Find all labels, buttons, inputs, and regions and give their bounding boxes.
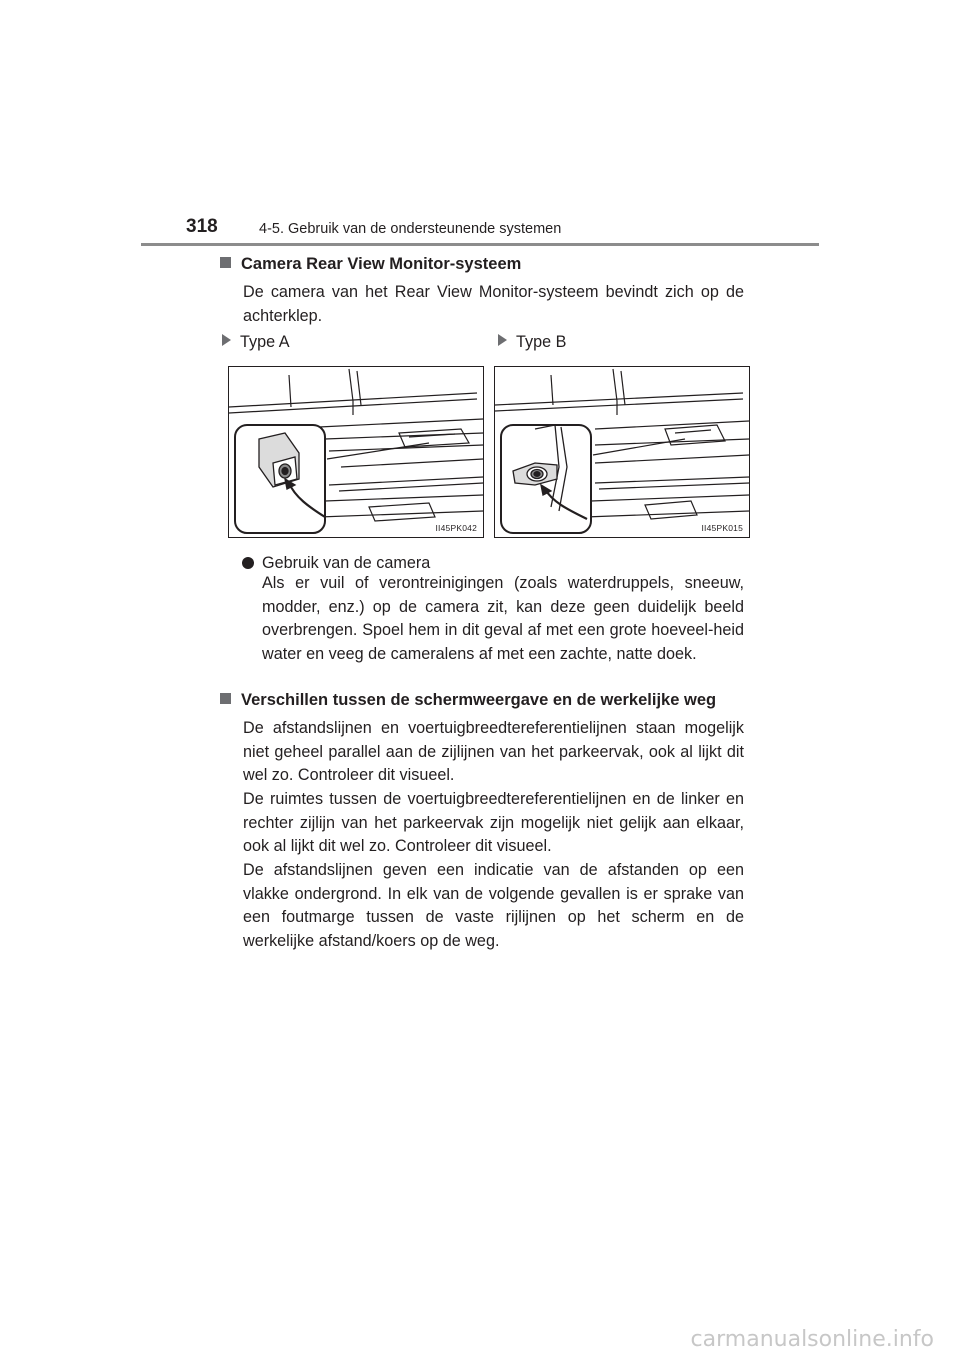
heading-text: Camera Rear View Monitor-systeem — [241, 255, 522, 273]
triangle-bullet-icon — [222, 334, 231, 346]
bullet-title: Gebruik van de camera — [262, 554, 431, 572]
paragraph: De afstandslijnen geven een indicatie van de afstanden op een vlakke ondergrond. In elk van de volgende gevallen is er sprake van een foutmarge tussen de vaste rijlijnen op het scherm en de werkelijke afstand/koers op de weg. — [243, 861, 744, 950]
heading-text: Verschillen tussen de schermweergave en de werkelijke weg — [241, 691, 717, 709]
bullet-camera-use — [242, 554, 430, 573]
paragraph: De afstandslijnen en voertuigbreedtereferentielijnen staan mogelijk niet geheel parallel aan de zijlijnen van het parkeervak, ook al lijkt dit wel zo. Controleer dit visueel. — [243, 719, 744, 784]
figure-type-a — [228, 366, 484, 538]
square-bullet-icon — [220, 693, 231, 704]
paragraph: De camera van het Rear View Monitor-systeem bevindt zich op de achterklep. — [243, 283, 744, 325]
rear-camera-illustration-icon — [495, 367, 749, 537]
square-bullet-icon — [220, 257, 231, 268]
type-label-text: Type A — [240, 333, 290, 351]
type-label-text: Type B — [516, 333, 567, 351]
figure-code: II45PK042 — [435, 523, 477, 533]
type-b-label — [498, 333, 566, 352]
heading-camera-system — [220, 255, 521, 274]
type-a-label — [222, 333, 290, 352]
figure-type-b — [494, 366, 750, 538]
rear-camera-illustration-icon — [229, 367, 483, 537]
section-title: 4-5. Gebruik van de ondersteunende systemen — [259, 221, 562, 237]
bullet-paragraph: Als er vuil of verontreinigingen (zoals waterdruppels, sneeuw, modder, enz.) op de camera zit, kan deze geen duidelijk beeld overbrengen. Spoel hem in dit geval af met een grote hoeveel-heid water en veeg de cameralens af met een zachte, natte doek. — [262, 574, 744, 663]
page-number: 318 — [186, 216, 218, 237]
watermark: carmanualsonline.info — [690, 1327, 934, 1352]
triangle-bullet-icon — [498, 334, 507, 346]
figure-code: II45PK015 — [701, 523, 743, 533]
header-divider — [141, 243, 819, 246]
round-bullet-icon — [242, 557, 254, 569]
heading-screen-differences — [220, 691, 716, 710]
paragraph: De ruimtes tussen de voertuigbreedtereferentielijnen en de linker en rechter zijlijn van het parkeervak zijn mogelijk niet gelijk aan elkaar, ook al lijkt dit wel zo. Controleer dit visueel. — [243, 790, 744, 855]
